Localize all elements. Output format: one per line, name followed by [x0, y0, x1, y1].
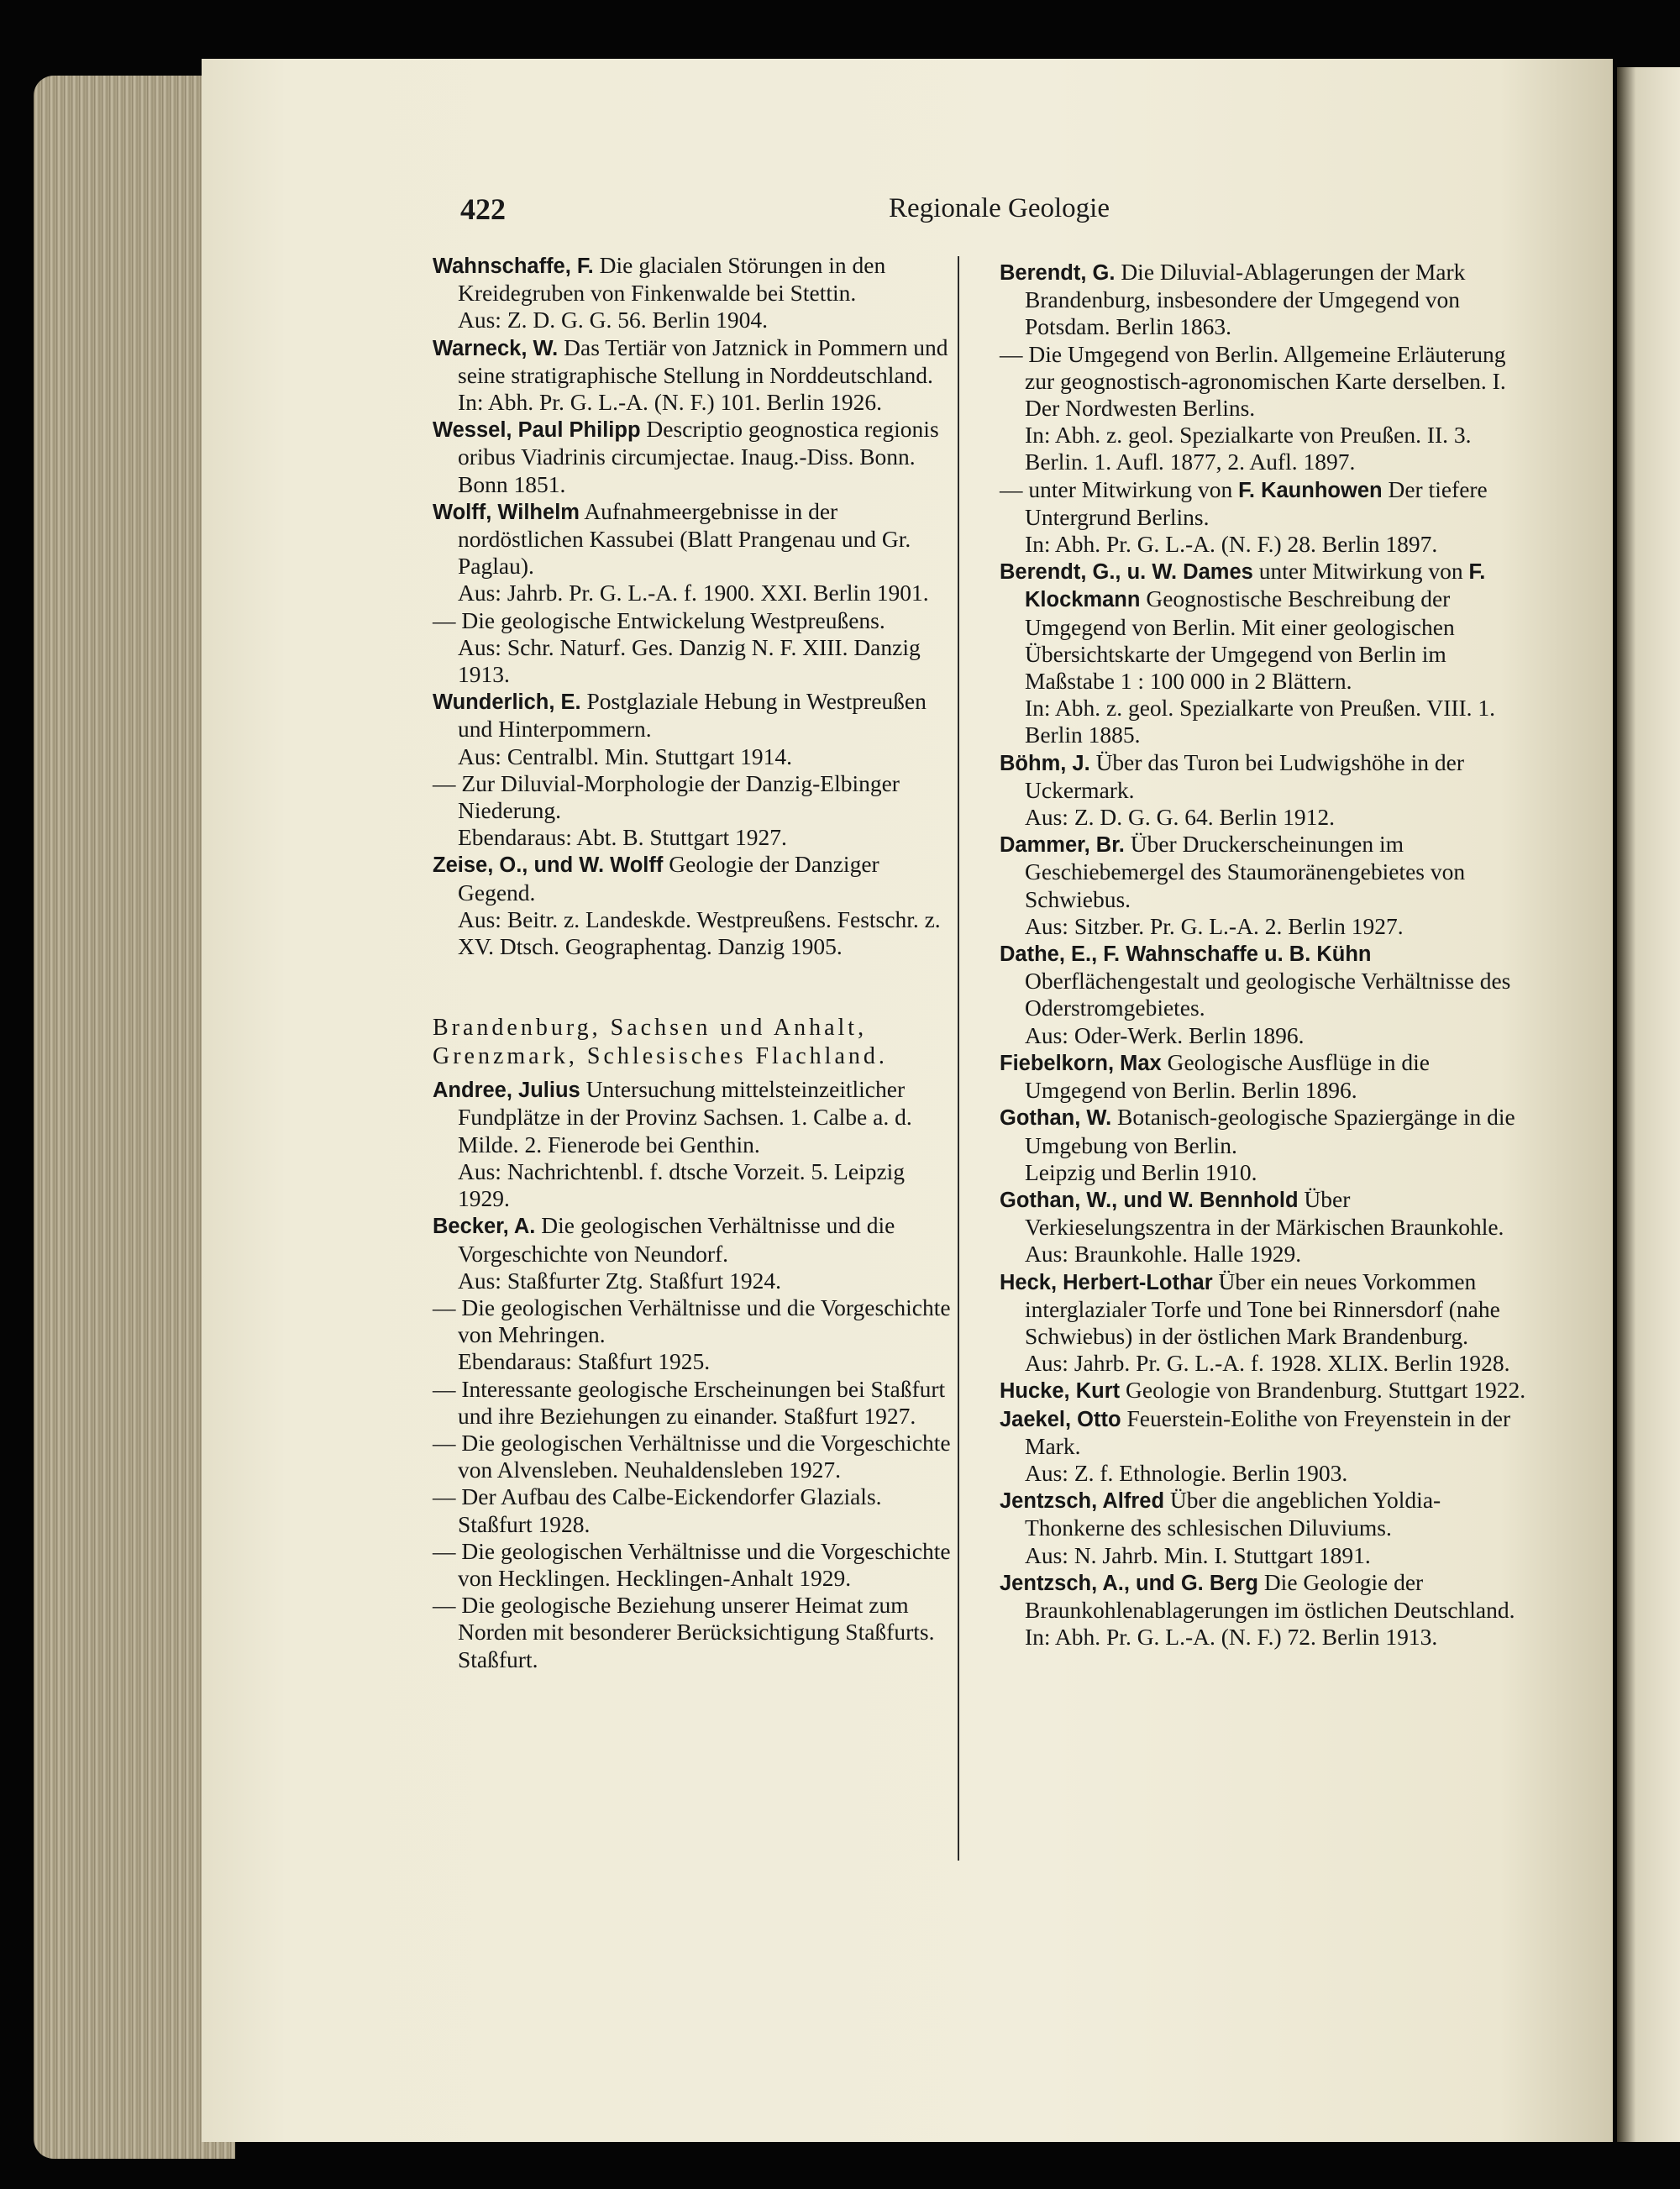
entry-title-line [1000, 749, 1529, 804]
entry-title-line [433, 851, 953, 906]
entry-source: Ebendaraus: Staßfurt 1925. [458, 1348, 711, 1375]
bibliography-entry [433, 498, 953, 607]
entry-title-line [1000, 476, 1529, 531]
entry-title-line [433, 1592, 953, 1673]
entry-author: Berendt, G. [1000, 261, 1116, 285]
entry-author: Gothan, W. [1000, 1106, 1112, 1131]
entry-title-line [433, 1076, 953, 1158]
entry-title-line [1000, 1377, 1529, 1404]
entry-source: Aus: Z. D. G. G. 56. Berlin 1904. [458, 307, 768, 333]
entry-title: Über das Turon bei Ludwigshöhe in der Uckermark. [1025, 748, 1464, 803]
entry-title-line [433, 1430, 953, 1483]
entry-title-line [1000, 1487, 1529, 1541]
entry-title: Botanisch-geologische Spaziergänge in die Umgebung von Berlin. [1025, 1104, 1515, 1158]
bibliography-entry [1000, 1405, 1529, 1488]
entry-source: Aus: Jahrb. Pr. G. L.-A. f. 1900. XXI. Berlin 1901. [458, 580, 929, 606]
entry-source: Aus: Braunkohle. Halle 1929. [1025, 1241, 1302, 1268]
bibliography-entry [1000, 341, 1529, 476]
bibliography-entry [1000, 1186, 1529, 1268]
entry-source: Ebendaraus: Abt. B. Stuttgart 1927. [458, 824, 787, 851]
bibliography-entry [1000, 749, 1529, 832]
entry-title: unter Mitwirkung von [1258, 558, 1463, 585]
entry-title: Oberflächengestalt und geologische Verhältnisse des Oderstromgebietes. [1025, 968, 1511, 1021]
entry-author: Andree, Julius [433, 1079, 580, 1103]
entry-title: Die Diluvial-Ablagerungen der Mark Brandenburg, insbesondere der Umgegend von Potsdam. Berlin 1863. [1025, 259, 1466, 340]
bibliography-entry [433, 607, 953, 689]
entry-title: Postglaziale Hebung in Westpreußen und Hinterpommern. [458, 688, 927, 743]
entry-title: Geologische Ausflüge in die Umgegend von Berlin. Berlin 1896. [1025, 1048, 1430, 1104]
left-column [433, 252, 953, 1673]
entry-title: Untersuchung mittelsteinzeitlicher Fundplätze in der Provinz Sachsen. 1. Calbe a. d. Milde. 2. Fienerode bei Genthin. [458, 1076, 912, 1157]
page-header [460, 192, 1110, 230]
entry-source: Aus: Jahrb. Pr. G. L.-A. f. 1928. XLIX. Berlin 1928. [1025, 1350, 1510, 1377]
entry-author: Wahnschaffe, F. [433, 255, 594, 278]
entry-title: Die glacialen Störungen in den Kreidegruben von Finkenwalde bei Stettin. [458, 252, 886, 307]
entry-title-line [1000, 1405, 1529, 1460]
entry-title: — Interessante geologische Erscheinungen bei Staßfurt und ihre Beziehungen zu einander. Staßfurt 1927. [433, 1375, 946, 1429]
entry-title: — Der Aufbau des Calbe-Eickendorfer Glazials. Staßfurt 1928. [433, 1483, 882, 1537]
entry-title-line [433, 252, 953, 307]
entry-author: Jentzsch, A., und G. Berg [1000, 1571, 1258, 1595]
entry-title-line [1000, 259, 1529, 341]
bibliography-entry [433, 851, 953, 960]
entry-title-line [433, 334, 953, 389]
entry-source: In: Abh. z. geol. Spezialkarte von Preußen. VIII. 1. Berlin 1885. [1025, 695, 1496, 748]
bibliography-entry [1000, 558, 1529, 748]
entry-title: — Die geologischen Verhältnisse und die Vorgeschichte von Alvensleben. Neuhaldensleben 1927. [433, 1429, 951, 1483]
entry-title-line [1000, 1104, 1529, 1158]
entry-title: — Die geologischen Verhältnisse und die Vorgeschichte von Hecklingen. Hecklingen-Anhalt 1929. [433, 1537, 951, 1591]
bibliography-entry [433, 1538, 953, 1592]
entry-title: Descriptio geognostica regionis oribus Viadrinis circumjectae. Inaug.-Diss. Bonn. Bonn 1851. [458, 416, 939, 497]
facing-page-edge [1617, 67, 1680, 2142]
entry-author: Heck, Herbert-Lothar [1000, 1270, 1213, 1294]
section-heading: Brandenburg, Sachsen und Anhalt, Grenzmark, Schlesisches Flachland. [433, 1015, 888, 1070]
bibliography-entry [1000, 940, 1529, 1049]
entry-title-line [433, 1376, 953, 1430]
entry-title: Das Tertiär von Jatznick in Pommern und seine stratigraphische Stellung in Norddeutschland. [458, 333, 948, 388]
entry-title: — Die Umgegend von Berlin. Allgemeine Erläuterung zur geognostisch-agronomischen Karte derselben. I. Der Nordwesten Berlins. [1000, 340, 1506, 422]
bibliography-entry [433, 1430, 953, 1483]
entry-coauthor: F. Klockmann [1025, 560, 1486, 612]
bibliography-entry [1000, 831, 1529, 940]
entry-author: Böhm, J. [1000, 751, 1090, 775]
entry-title: Geologie von Brandenburg. Stuttgart 1922. [1126, 1377, 1526, 1404]
column-divider [958, 256, 959, 1861]
entry-source: Aus: Centralbl. Min. Stuttgart 1914. [458, 743, 792, 769]
bibliography-entry [433, 1212, 953, 1294]
entry-title-line [1000, 558, 1529, 695]
entry-title: Feuerstein-Eolithe von Freyenstein in der Mark. [1025, 1404, 1511, 1459]
entry-title: — Die geologischen Verhältnisse und die Vorgeschichte von Mehringen. [433, 1294, 951, 1348]
entry-title-line [1000, 1186, 1529, 1241]
bibliography-entry [1000, 259, 1529, 341]
entry-source: In: Abh. z. geol. Spezialkarte von Preußen. II. 3. Berlin. 1. Aufl. 1877, 2. Aufl. 1897. [1025, 422, 1472, 475]
entry-title-line [1000, 1268, 1529, 1351]
bibliography-entry [433, 1483, 953, 1537]
entry-author: Becker, A. [433, 1215, 536, 1239]
entry-title-line [1000, 940, 1529, 1022]
bibliography-entry [433, 1076, 953, 1212]
entry-source: Aus: N. Jahrb. Min. I. Stuttgart 1891. [1025, 1541, 1371, 1568]
entry-title-line [433, 416, 953, 498]
entry-author: Gothan, W., und W. Bennhold [1000, 1188, 1299, 1212]
entry-source: Aus: Schr. Naturf. Ges. Danzig N. F. XIII. Danzig 1913. [458, 633, 921, 688]
entry-source: Leipzig und Berlin 1910. [1025, 1158, 1257, 1185]
entry-source: Aus: Sitzber. Pr. G. L.-A. 2. Berlin 1927. [1025, 912, 1404, 939]
entry-title-line [433, 498, 953, 580]
entry-title-line [433, 1212, 953, 1267]
entry-author: Wunderlich, E. [433, 690, 581, 715]
entry-title: — Die geologische Beziehung unserer Heimat zum Norden mit besonderer Berücksichtigung Staßfurts. Staßfurt. [433, 1592, 935, 1672]
entry-title: — unter Mitwirkung von [1000, 475, 1233, 502]
entry-title: — Zur Diluvial-Morphologie der Danzig-Elbinger Niederung. [433, 769, 900, 824]
running-title: Regionale Geologie [889, 193, 1110, 223]
entry-title: Aufnahmeergebnisse in der nordöstlichen Kassubei (Blatt Prangenau und Gr. Paglau). [458, 497, 911, 580]
entry-title-line [433, 770, 953, 824]
bibliography-entry [1000, 476, 1529, 559]
entry-source: In: Abh. Pr. G. L.-A. (N. F.) 101. Berlin 1926. [458, 389, 883, 416]
entry-source: Aus: Oder-Werk. Berlin 1896. [1025, 1021, 1305, 1048]
entry-source: Aus: Beitr. z. Landeskde. Westpreußens. Festschr. z. XV. Dtsch. Geographentag. Danzig 1905. [458, 906, 941, 960]
entry-title-line [433, 1538, 953, 1592]
entry-title: — Die geologische Entwickelung Westpreußens. [433, 606, 885, 633]
entry-title-line [433, 688, 953, 743]
entry-title-line [1000, 1049, 1529, 1104]
entry-title-line [433, 607, 953, 634]
entry-source: Aus: Nachrichtenbl. f. dtsche Vorzeit. 5. Leipzig 1929. [458, 1157, 906, 1212]
bibliography-entry [433, 252, 953, 334]
entry-source: In: Abh. Pr. G. L.-A. (N. F.) 28. Berlin 1897. [1025, 531, 1438, 558]
entry-source: In: Abh. Pr. G. L.-A. (N. F.) 72. Berlin 1913. [1025, 1624, 1438, 1651]
entry-title-line [1000, 341, 1529, 423]
entry-title-line [433, 1483, 953, 1537]
bibliography-entry [433, 1294, 953, 1376]
entry-source: Aus: Staßfurter Ztg. Staßfurt 1924. [458, 1267, 781, 1294]
entry-author: Fiebelkorn, Max [1000, 1051, 1162, 1075]
left-entries-b [433, 1076, 953, 1672]
entry-author: Hucke, Kurt [1000, 1379, 1121, 1404]
entry-author: Jaekel, Otto [1000, 1407, 1121, 1431]
entry-title: Über die angeblichen Yoldia-Thonkerne des schlesischen Diluviums. [1025, 1487, 1441, 1541]
bibliography-entry [433, 334, 953, 417]
bibliography-entry [1000, 1268, 1529, 1378]
entry-author: Wolff, Wilhelm [433, 500, 580, 524]
entry-title-cont: Geognostische Beschreibung der Umgegend von Berlin. Mit einer geologischen Übersichtskarte der Umgegend von Berlin im Maßstabe 1 : 100 000 in 2 Blättern. [1025, 585, 1455, 695]
bibliography-entry [433, 1592, 953, 1673]
entry-author: Warneck, W. [433, 336, 559, 360]
entry-author: Dammer, Br. [1000, 833, 1125, 858]
entry-title-line [1000, 1569, 1529, 1624]
entry-author: Wessel, Paul Philipp [433, 418, 641, 443]
entry-title: Die Geologie der Braunkohlenablagerungen im östlichen Deutschland. [1025, 1568, 1515, 1623]
entry-coauthor: F. Kaunhowen [1238, 478, 1383, 502]
bibliography-entry [1000, 1569, 1529, 1651]
bibliography-entry [433, 416, 953, 498]
entry-title: Die geologischen Verhältnisse und die Vorgeschichte von Neundorf. [458, 1212, 895, 1267]
page-number: 422 [460, 192, 506, 226]
bibliography-entry [1000, 1487, 1529, 1569]
entry-source: Aus: Z. f. Ethnologie. Berlin 1903. [1025, 1459, 1348, 1486]
entry-title: Über ein neues Vorkommen interglazialer Torfe und Tone bei Rinnersdorf (nahe Schwiebus) in der östlichen Mark Brandenburg. [1025, 1268, 1500, 1349]
right-column [1000, 259, 1529, 1651]
entry-author: Zeise, O., und W. Wolff [433, 853, 664, 878]
bibliography-entry [1000, 1104, 1529, 1186]
bibliography-entry [1000, 1377, 1529, 1404]
entry-title-line [1000, 831, 1529, 913]
bibliography-entry [1000, 1049, 1529, 1104]
entry-title: Über Verkieselungszentra in der Märkischen Braunkohle. [1025, 1185, 1504, 1241]
right-entries [1000, 259, 1529, 1651]
entry-title-line [433, 1294, 953, 1348]
left-entries-a [433, 252, 953, 960]
entry-title: Geologie der Danziger Gegend. [458, 851, 879, 906]
bibliography-entry [433, 770, 953, 852]
entry-title: Über Druckerscheinungen im Geschiebemergel des Staumoränengebietes von Schwiebus. [1025, 831, 1466, 912]
entry-author: Berendt, G., u. W. Dames [1000, 560, 1253, 585]
entry-title-cont: Der tiefere Untergrund Berlins. [1025, 475, 1488, 530]
entry-source: Aus: Z. D. G. G. 64. Berlin 1912. [1025, 804, 1335, 831]
entry-author: Dathe, E., F. Wahnschaffe u. B. Kühn [1000, 942, 1372, 967]
bibliography-entry [433, 688, 953, 770]
bibliography-entry [433, 1376, 953, 1430]
entry-author: Jentzsch, Alfred [1000, 1489, 1165, 1514]
